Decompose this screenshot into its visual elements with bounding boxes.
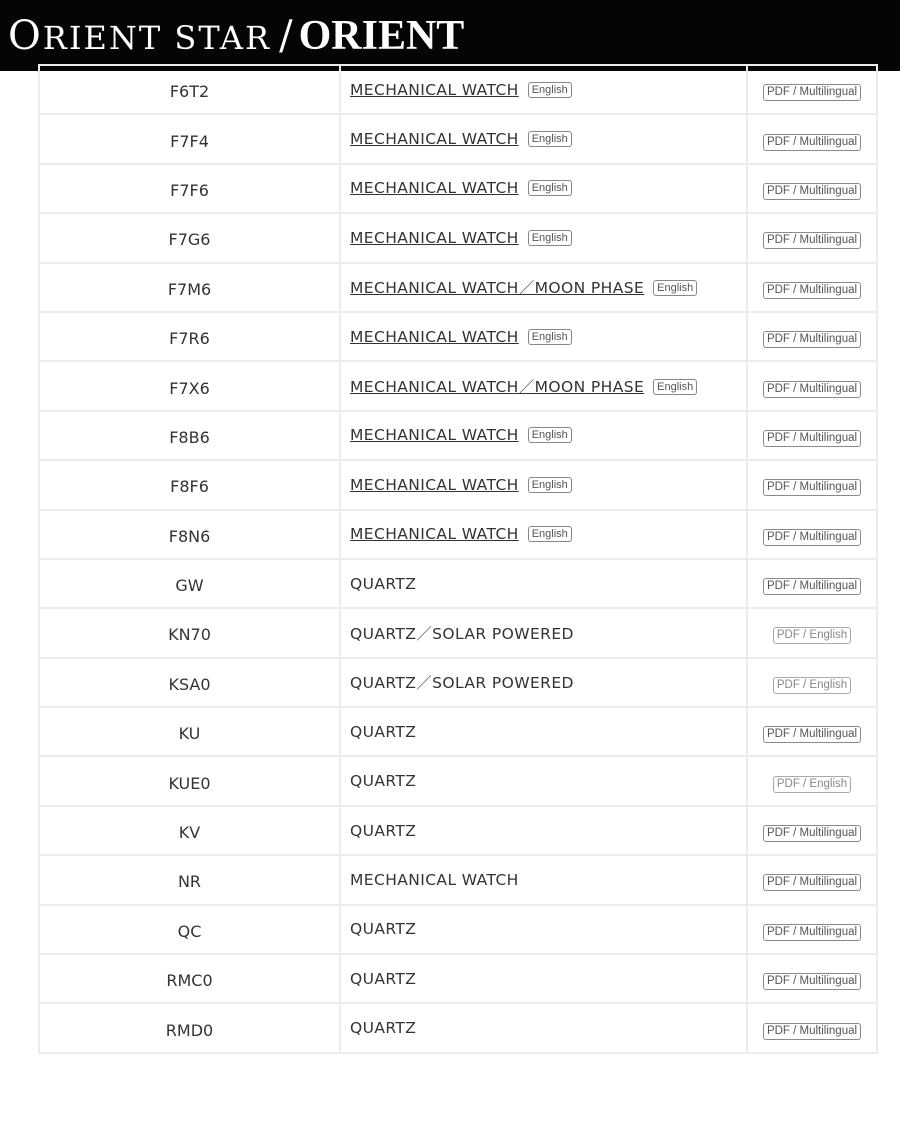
pdf-download-button[interactable]: PDF / Multilingual (763, 924, 861, 941)
pdf-download-button[interactable]: PDF / Multilingual (763, 726, 861, 743)
caliber-code: F7X6 (39, 361, 340, 410)
movement-link[interactable]: MECHANICAL WATCH (350, 228, 519, 247)
table-row (39, 361, 877, 410)
movement-cell (340, 411, 747, 460)
english-badge[interactable]: English (528, 82, 572, 98)
movement-cell (340, 756, 747, 805)
logo-orient: ORIENT (298, 12, 465, 59)
movement-link[interactable]: MECHANICAL WATCH (350, 130, 519, 149)
pdf-download-button[interactable]: PDF / Multilingual (763, 381, 861, 398)
movement-cell (340, 312, 747, 361)
english-badge[interactable]: English (653, 379, 697, 395)
pdf-download-button[interactable]: PDF / English (773, 627, 851, 644)
pdf-cell (747, 65, 877, 114)
pdf-cell (747, 954, 877, 1003)
movement-link[interactable]: MECHANICAL WATCH／MOON PHASE (350, 279, 645, 298)
pdf-download-button[interactable]: PDF / Multilingual (763, 84, 861, 101)
english-badge[interactable]: English (528, 131, 572, 147)
movement-type: QUARTZ (350, 821, 417, 840)
manual-table-container (38, 64, 876, 1054)
pdf-cell (747, 114, 877, 163)
table-row (39, 1003, 877, 1052)
movement-cell (340, 707, 747, 756)
table-row (39, 608, 877, 657)
movement-cell (340, 263, 747, 312)
pdf-cell (747, 559, 877, 608)
movement-cell (340, 658, 747, 707)
pdf-cell (747, 213, 877, 262)
pdf-download-button[interactable]: PDF / Multilingual (763, 825, 861, 842)
movement-link[interactable]: MECHANICAL WATCH (350, 327, 519, 346)
caliber-code: KV (39, 806, 340, 855)
movement-cell (340, 608, 747, 657)
movement-type: QUARTZ (350, 722, 417, 741)
pdf-cell (747, 1003, 877, 1052)
table-row (39, 905, 877, 954)
logo-orient-star: ORIENT STAR (8, 12, 272, 59)
pdf-cell (747, 164, 877, 213)
english-badge[interactable]: English (528, 427, 572, 443)
pdf-download-button[interactable]: PDF / English (773, 677, 851, 694)
movement-cell (340, 855, 747, 904)
movement-cell (340, 806, 747, 855)
english-badge[interactable]: English (528, 477, 572, 493)
movement-type: QUARTZ (350, 969, 417, 988)
pdf-cell (747, 361, 877, 410)
caliber-code: KUE0 (39, 756, 340, 805)
caliber-code: F7G6 (39, 213, 340, 262)
caliber-code: NR (39, 855, 340, 904)
caliber-code: F8B6 (39, 411, 340, 460)
table-row (39, 559, 877, 608)
pdf-download-button[interactable]: PDF / Multilingual (763, 183, 861, 200)
movement-cell (340, 361, 747, 410)
table-row (39, 658, 877, 707)
caliber-code: RMC0 (39, 954, 340, 1003)
pdf-cell (747, 855, 877, 904)
logo-separator: / (279, 12, 293, 59)
pdf-cell (747, 806, 877, 855)
pdf-cell (747, 263, 877, 312)
table-row (39, 312, 877, 361)
movement-type: QUARTZ (350, 920, 417, 939)
movement-cell (340, 559, 747, 608)
movement-type: QUARTZ (350, 772, 417, 791)
table-row (39, 411, 877, 460)
caliber-code: KU (39, 707, 340, 756)
caliber-code: GW (39, 559, 340, 608)
english-badge[interactable]: English (528, 526, 572, 542)
pdf-download-button[interactable]: PDF / Multilingual (763, 479, 861, 496)
brand-logo[interactable] (8, 12, 465, 59)
movement-type: QUARTZ (350, 574, 417, 593)
movement-cell (340, 164, 747, 213)
table-row (39, 213, 877, 262)
table-row (39, 510, 877, 559)
caliber-code: QC (39, 905, 340, 954)
caliber-code: F7R6 (39, 312, 340, 361)
pdf-download-button[interactable]: PDF / Multilingual (763, 232, 861, 249)
pdf-cell (747, 756, 877, 805)
table-row (39, 164, 877, 213)
caliber-code: F7M6 (39, 263, 340, 312)
caliber-code: KN70 (39, 608, 340, 657)
table-row (39, 954, 877, 1003)
movement-cell (340, 510, 747, 559)
table-row (39, 855, 877, 904)
pdf-download-button[interactable]: PDF / English (773, 776, 851, 793)
caliber-code: F8N6 (39, 510, 340, 559)
pdf-cell (747, 707, 877, 756)
table-row (39, 756, 877, 805)
movement-type: QUARTZ／SOLAR POWERED (350, 624, 574, 643)
caliber-code: F7F4 (39, 114, 340, 163)
pdf-cell (747, 608, 877, 657)
movement-type: MECHANICAL WATCH (350, 870, 519, 889)
pdf-cell (747, 312, 877, 361)
table-row (39, 263, 877, 312)
caliber-code: F8F6 (39, 460, 340, 509)
pdf-download-button[interactable]: PDF / Multilingual (763, 1023, 861, 1040)
pdf-cell (747, 658, 877, 707)
table-row (39, 707, 877, 756)
english-badge[interactable]: English (528, 230, 572, 246)
pdf-download-button[interactable]: PDF / Multilingual (763, 973, 861, 990)
movement-link[interactable]: MECHANICAL WATCH (350, 525, 519, 544)
movement-cell (340, 905, 747, 954)
movement-type: QUARTZ (350, 1019, 417, 1038)
english-badge[interactable]: English (528, 180, 572, 196)
caliber-code: RMD0 (39, 1003, 340, 1052)
pdf-download-button[interactable]: PDF / Multilingual (763, 430, 861, 447)
pdf-download-button[interactable]: PDF / Multilingual (763, 331, 861, 348)
movement-cell (340, 114, 747, 163)
caliber-code: F6T2 (39, 65, 340, 114)
movement-link[interactable]: MECHANICAL WATCH (350, 80, 519, 99)
pdf-download-button[interactable]: PDF / Multilingual (763, 282, 861, 299)
pdf-download-button[interactable]: PDF / Multilingual (763, 874, 861, 891)
movement-link[interactable]: MECHANICAL WATCH／MOON PHASE (350, 378, 645, 397)
pdf-cell (747, 460, 877, 509)
caliber-code: KSA0 (39, 658, 340, 707)
site-header (0, 0, 900, 71)
movement-cell (340, 954, 747, 1003)
movement-link[interactable]: MECHANICAL WATCH (350, 475, 519, 494)
movement-cell (340, 1003, 747, 1052)
english-badge[interactable]: English (528, 329, 572, 345)
pdf-download-button[interactable]: PDF / Multilingual (763, 529, 861, 546)
table-row (39, 460, 877, 509)
pdf-cell (747, 905, 877, 954)
pdf-download-button[interactable]: PDF / Multilingual (763, 578, 861, 595)
pdf-cell (747, 510, 877, 559)
table-row (39, 806, 877, 855)
movement-cell (340, 460, 747, 509)
movement-link[interactable]: MECHANICAL WATCH (350, 179, 519, 198)
movement-type: QUARTZ／SOLAR POWERED (350, 674, 574, 693)
manual-table (38, 64, 878, 1054)
table-row (39, 114, 877, 163)
caliber-code: F7F6 (39, 164, 340, 213)
pdf-download-button[interactable]: PDF / Multilingual (763, 134, 861, 151)
movement-cell (340, 213, 747, 262)
table-row (39, 65, 877, 114)
manual-table-body (39, 65, 877, 1053)
pdf-cell (747, 411, 877, 460)
movement-link[interactable]: MECHANICAL WATCH (350, 426, 519, 445)
movement-cell (340, 65, 747, 114)
english-badge[interactable]: English (653, 280, 697, 296)
